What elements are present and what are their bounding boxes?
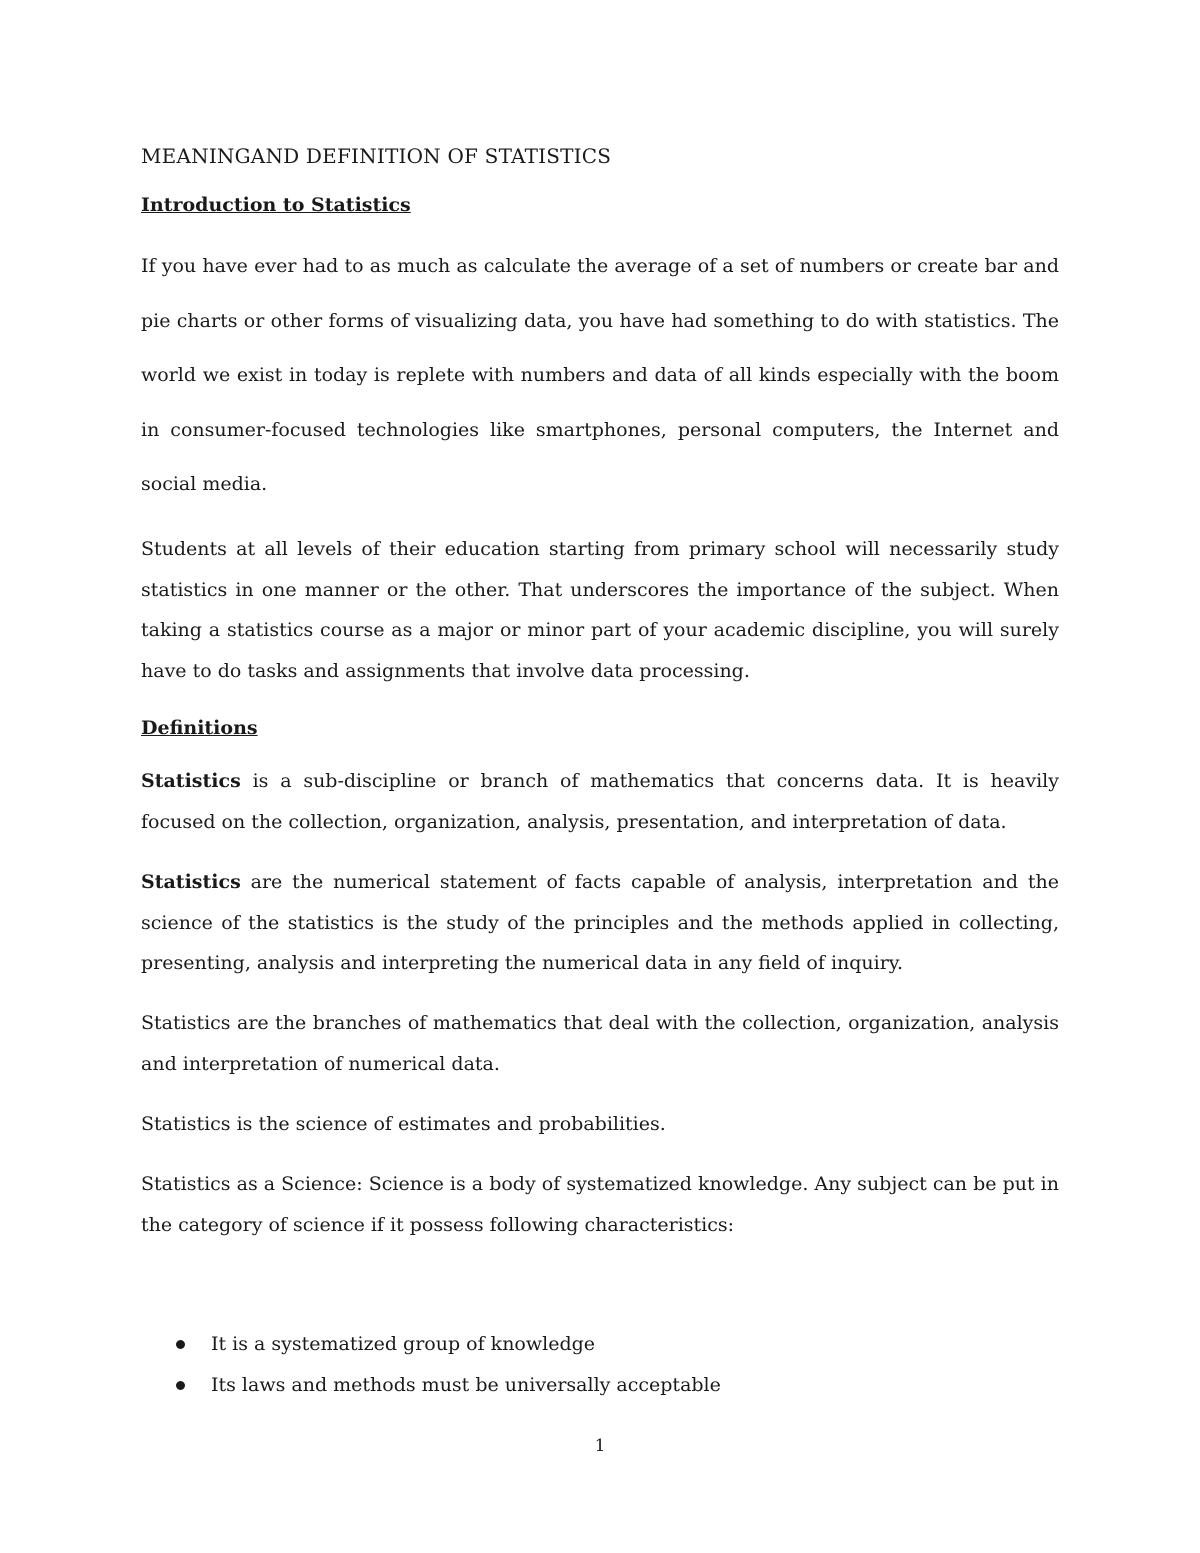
intro-heading: Introduction to Statistics [141, 194, 411, 216]
list-item [173, 1365, 721, 1406]
document-page [141, 0, 1059, 1553]
list-item-text: It is a systematized group of knowledge [211, 1333, 596, 1355]
definitions-heading: Definitions [141, 717, 258, 739]
list-item [173, 1324, 721, 1365]
students-paragraph: Students at all levels of their education starting from primary school will necessarily study statistics in one manner or the other. That underscores the importance of the subject. When taking a statistics course as a major or minor part of your academic discipline, you will surely have to do tasks and assignments that involve data processing. [141, 538, 1059, 682]
definition-paragraph: Statistics is the science of estimates and probabilities. [141, 1113, 666, 1135]
characteristics-list [173, 1324, 721, 1406]
intro-paragraph: If you have ever had to as much as calculate the average of a set of numbers or create bar and pie charts or other forms of visualizing data, you have had something to do with statistics. The world we exist in today is replete with numbers and data of all kinds especially with the boom in consumer-focused technologies like smartphones, personal computers, the Internet and social media. [141, 255, 1059, 495]
definition-paragraph [141, 862, 1059, 984]
definition-paragraph: Statistics are the branches of mathematics that deal with the collection, organization, analysis and interpretation of numerical data. [141, 1012, 1059, 1075]
definition-term: Statistics [141, 871, 241, 893]
list-item-text: Its laws and methods must be universally acceptable [211, 1374, 721, 1396]
definition-text: are the numerical statement of facts capable of analysis, interpretation and the science of the statistics is the study of the principles and the methods applied in collecting, presenting, analysis and interpreting the numerical data in any field of inquiry. [141, 871, 1059, 974]
definition-term: Statistics [141, 770, 241, 792]
definition-paragraph: Statistics as a Science: Science is a body of systematized knowledge. Any subject can be put in the category of science if it possess following characteristics: [141, 1173, 1059, 1236]
page-number: 1 [594, 1436, 606, 1456]
document-title: MEANINGAND DEFINITION OF STATISTICS [141, 144, 612, 168]
definition-paragraph [141, 761, 1059, 842]
bullet-icon [176, 1340, 185, 1349]
definition-text: is a sub-discipline or branch of mathematics that concerns data. It is heavily focused on the collection, organization, analysis, presentation, and interpretation of data. [141, 770, 1059, 833]
bullet-icon [176, 1381, 185, 1390]
